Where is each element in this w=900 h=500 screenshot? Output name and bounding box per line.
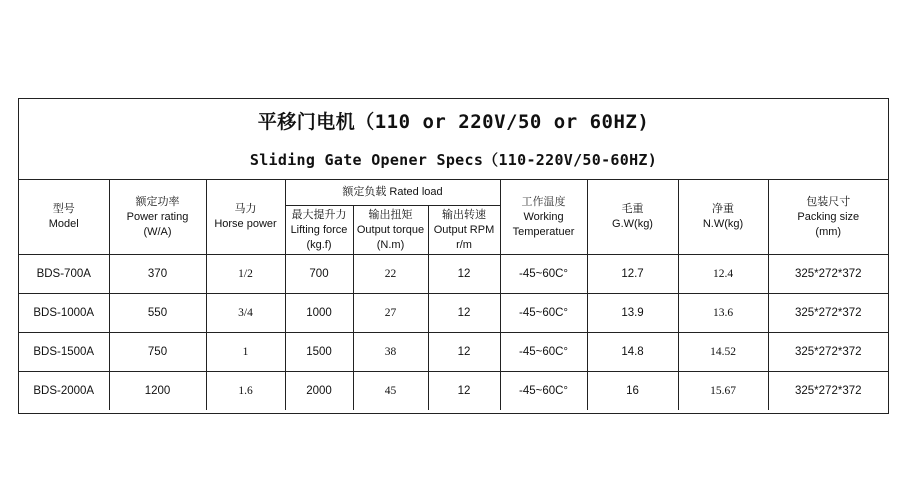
title-english: Sliding Gate Opener Specs（110-220V/50-60HZ)	[249, 151, 658, 169]
header-pack	[768, 180, 888, 255]
header-pack-en: Packing size	[797, 210, 860, 223]
cell-model: BDS-700A	[19, 255, 109, 294]
header-power	[109, 180, 206, 255]
cell-power: 550	[109, 294, 206, 333]
header-torque-cn: 输出扭矩	[368, 208, 413, 221]
cell-temp: -45~60C°	[500, 372, 587, 411]
cell-nw: 15.67	[678, 372, 768, 411]
header-gw-en: G.W(kg)	[612, 218, 653, 230]
cell-torque: 45	[353, 372, 428, 411]
header-temp-cn: 工作温度	[521, 195, 566, 208]
header-power-cn: 额定功率	[135, 195, 180, 208]
cell-gw: 13.9	[587, 294, 678, 333]
cell-rpm: 12	[428, 333, 500, 372]
header-model-cn: 型号	[52, 203, 75, 215]
header-pack-cn: 包装尺寸	[806, 195, 851, 208]
cell-pack: 325*272*372	[768, 294, 888, 333]
cell-temp: -45~60C°	[500, 294, 587, 333]
header-horse-cn: 马力	[234, 203, 257, 215]
header-speed-en: Output RPM	[433, 223, 495, 236]
cell-nw: 14.52	[678, 333, 768, 372]
cell-gw: 12.7	[587, 255, 678, 294]
cell-temp: -45~60C°	[500, 333, 587, 372]
header-torque-en: Output torque	[356, 223, 425, 236]
spec-table	[19, 180, 888, 410]
cell-nw: 12.4	[678, 255, 768, 294]
header-lift	[285, 206, 353, 255]
header-lift-cn: 最大提升力	[291, 208, 347, 221]
cell-horse: 1	[206, 333, 285, 372]
header-temp-en1: Working	[523, 210, 564, 223]
cell-pack: 325*272*372	[768, 372, 888, 411]
table-row	[19, 372, 888, 411]
title-chinese: 平移门电机（110 or 220V/50 or 60HZ)	[257, 111, 650, 133]
table-row	[19, 294, 888, 333]
cell-power: 1200	[109, 372, 206, 411]
header-power-unit: (W/A)	[143, 225, 172, 238]
header-gw	[587, 180, 678, 255]
cell-power: 750	[109, 333, 206, 372]
cell-torque: 27	[353, 294, 428, 333]
cell-horse: 3/4	[206, 294, 285, 333]
header-torque	[353, 206, 428, 255]
header-model-en: Model	[48, 218, 79, 230]
header-power-en: Power rating	[126, 210, 189, 223]
cell-lift: 1000	[285, 294, 353, 333]
cell-rpm: 12	[428, 255, 500, 294]
cell-rpm: 12	[428, 372, 500, 411]
header-lift-unit: (kg.f)	[306, 238, 332, 251]
header-row-1	[19, 180, 888, 206]
header-speed-unit: r/m	[456, 238, 472, 251]
cell-lift: 1500	[285, 333, 353, 372]
cell-model: BDS-1500A	[19, 333, 109, 372]
header-pack-unit: (mm)	[815, 225, 842, 238]
cell-torque: 22	[353, 255, 428, 294]
header-torque-unit: (N.m)	[376, 238, 405, 251]
cell-gw: 16	[587, 372, 678, 411]
cell-gw: 14.8	[587, 333, 678, 372]
header-horse-en: Horse power	[214, 218, 277, 230]
header-rated-load: 额定负载 Rated load	[285, 180, 500, 206]
header-lift-en: Lifting force	[290, 223, 348, 236]
table-row	[19, 255, 888, 294]
header-nw-en: N.W(kg)	[702, 218, 744, 230]
cell-model: BDS-2000A	[19, 372, 109, 411]
cell-pack: 325*272*372	[768, 333, 888, 372]
header-gw-cn: 毛重	[621, 203, 644, 215]
cell-torque: 38	[353, 333, 428, 372]
header-horse	[206, 180, 285, 255]
header-temp	[500, 180, 587, 255]
header-speed	[428, 206, 500, 255]
cell-rpm: 12	[428, 294, 500, 333]
spec-table-frame	[18, 98, 889, 414]
cell-nw: 13.6	[678, 294, 768, 333]
cell-horse: 1/2	[206, 255, 285, 294]
header-speed-cn: 输出转速	[442, 208, 486, 221]
cell-pack: 325*272*372	[768, 255, 888, 294]
cell-power: 370	[109, 255, 206, 294]
header-model	[19, 180, 109, 255]
title-block	[19, 99, 888, 180]
header-nw	[678, 180, 768, 255]
cell-temp: -45~60C°	[500, 255, 587, 294]
cell-lift: 700	[285, 255, 353, 294]
header-temp-en2: Temperatuer	[512, 225, 575, 238]
cell-model: BDS-1000A	[19, 294, 109, 333]
table-row	[19, 333, 888, 372]
header-nw-cn: 净重	[712, 203, 735, 215]
cell-horse: 1.6	[206, 372, 285, 411]
cell-lift: 2000	[285, 372, 353, 411]
